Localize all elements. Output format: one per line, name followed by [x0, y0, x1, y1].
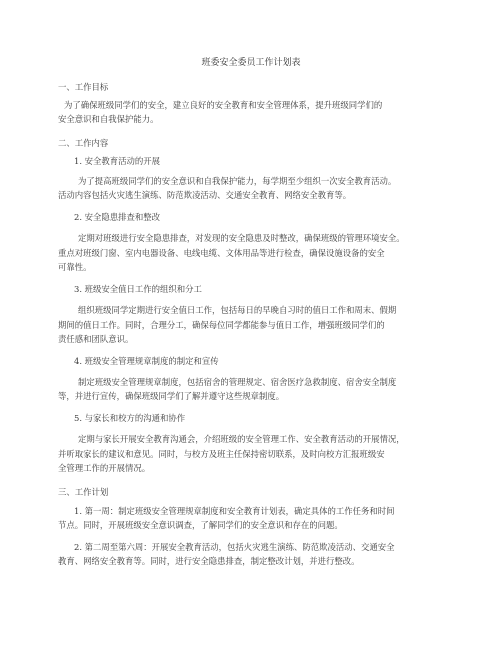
plan-line: 2. 第二周至第六周：开展安全教育活动，包括火灾逃生演练、防范欺凌活动、交通安全	[74, 542, 395, 552]
item-title: 2. 安全隐患排查和整改	[74, 212, 161, 222]
plan-line: 节点。同时，开展班级安全意识调查，了解同学们的安全意识和存在的问题。	[58, 520, 343, 530]
paragraph-line: 全管理工作的开展情况。	[58, 463, 151, 473]
paragraph-line: 定期对班级进行安全隐患排查，对发现的安全隐患及时整改，确保班级的管理环境安全。	[78, 233, 405, 243]
document-title: 班委安全委员工作计划表	[201, 58, 301, 68]
paragraph-line: 制定班级安全管理规章制度，包括宿舍的管理规定、宿舍医疗急救制度、宿舍安全制度	[78, 377, 397, 387]
item-title: 3. 班级安全值日工作的组织和分工	[74, 284, 202, 294]
paragraph-line: 为了确保班级同学们的安全，建立良好的安全教育和安全管理体系，提升班级同学们的	[64, 100, 383, 110]
paragraph-line: 定期与家长开展安全教育沟通会，介绍班级的安全管理工作、安全教育活动的开展情况，	[78, 434, 405, 444]
paragraph-line: 并听取家长的建议和意见。同时，与校方及班主任保持密切联系，及时向校方汇报班级安	[58, 449, 385, 459]
item-title: 5. 与家长和校方的沟通和协作	[74, 413, 186, 423]
item-title: 1. 安全教育活动的开展	[74, 156, 161, 166]
paragraph-line: 活动内容包括火灾逃生演练、防范欺凌活动、交通安全教育、网络安全教育等。	[58, 190, 352, 200]
paragraph-line: 组织班级同学定期进行安全值日工作，包括每日的早晚自习时的值日工作和周末、假期	[78, 305, 397, 315]
item-title: 4. 班级安全管理规章制度的制定和宣传	[74, 356, 219, 366]
paragraph-line: 可靠性。	[58, 262, 92, 272]
section-heading-goals: 一、工作目标	[58, 82, 109, 92]
paragraph-line: 重点对班级门窗、室内电器设备、电线电缆、文体用品等进行检查，确保设施设备的安全	[58, 248, 385, 258]
paragraph-line: 等，并进行宣传，确保班级同学们了解并遵守这些规章制度。	[58, 391, 285, 401]
plan-line: 教育、网络安全教育等。同时，进行安全隐患排查，制定整改计划，并进行整改。	[58, 556, 360, 566]
paragraph-line: 安全意识和自我保护能力。	[58, 114, 159, 124]
paragraph-line: 为了提高班级同学们的安全意识和自我保护能力，每学期至少组织一次安全教育活动。	[78, 176, 397, 186]
plan-line: 1. 第一周：制定班级安全管理规章制度和安全教育计划表，确定具体的工作任务和时间	[74, 506, 395, 516]
paragraph-line: 责任感和团队意识。	[58, 334, 134, 344]
section-heading-plan: 三、工作计划	[58, 487, 109, 497]
paragraph-line: 期间的值日工作。同时，合理分工，确保每位同学都能参与值日工作，增强班级同学们的	[58, 320, 385, 330]
section-heading-content: 二、工作内容	[58, 138, 109, 148]
